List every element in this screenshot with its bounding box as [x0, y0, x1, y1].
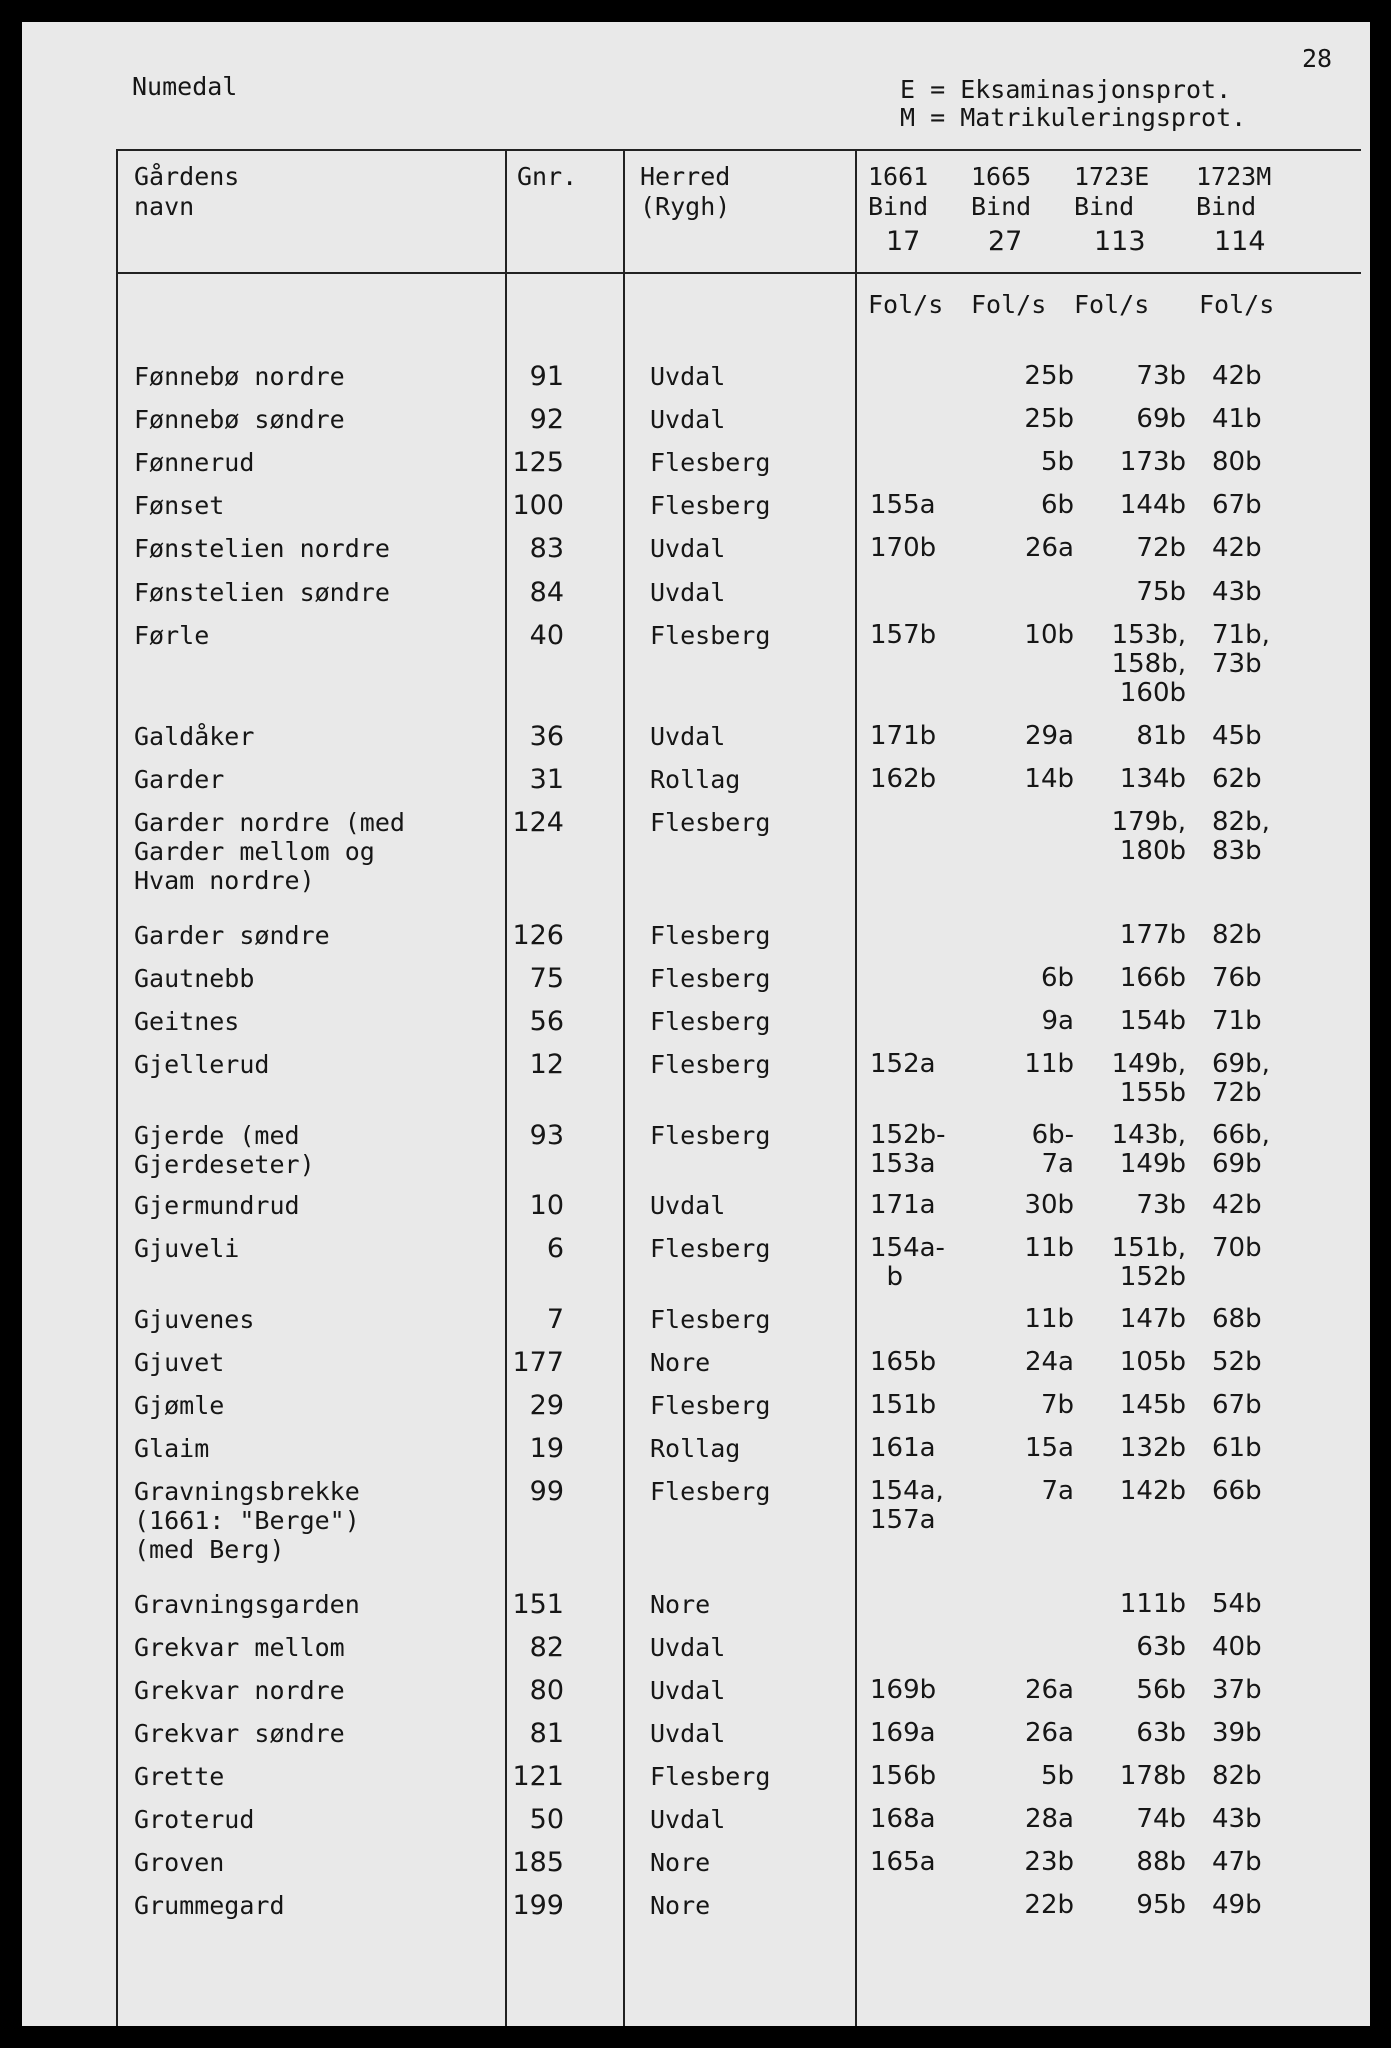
- cell-name: Grette: [134, 1762, 225, 1791]
- header-bottom-rule: [116, 272, 1361, 274]
- cell-b1723e: 105b: [1119, 1347, 1186, 1377]
- cell-name: Fønstelien søndre: [134, 578, 390, 607]
- cell-b1723e: 153b, 158b, 160b: [1111, 620, 1186, 708]
- header-herred-2: (Rygh): [640, 192, 731, 221]
- cell-b1723m: 66b, 69b: [1212, 1120, 1270, 1179]
- cell-herred: Flesberg: [650, 621, 771, 650]
- cell-b1661: 169a: [870, 1718, 936, 1748]
- cell-gnr: 6: [546, 1233, 564, 1264]
- cell-b1723m: 82b: [1212, 1761, 1262, 1791]
- table-top-rule: [116, 149, 1361, 151]
- header-gnr: Gnr.: [517, 162, 578, 191]
- cell-b1723m: 82b: [1212, 920, 1262, 950]
- cell-herred: Flesberg: [650, 1121, 771, 1150]
- cell-gnr: 75: [529, 963, 564, 994]
- document-page: [22, 22, 1370, 2026]
- cell-b1665: 5b: [1040, 1761, 1074, 1791]
- cell-b1723e: 111b: [1119, 1589, 1186, 1619]
- cell-b1661: 171a: [870, 1190, 936, 1220]
- cell-gnr: 99: [529, 1476, 564, 1507]
- cell-b1723e: 178b: [1119, 1761, 1186, 1791]
- cell-name: Gjellerud: [134, 1050, 270, 1079]
- cell-gnr: 177: [512, 1347, 564, 1378]
- cell-herred: Uvdal: [650, 1676, 726, 1705]
- cell-b1665: 15a: [1024, 1433, 1074, 1463]
- cell-b1723m: 80b: [1212, 447, 1262, 477]
- cell-herred: Nore: [650, 1348, 711, 1377]
- cell-b1723e: 173b: [1119, 447, 1186, 477]
- cell-herred: Uvdal: [650, 1191, 726, 1220]
- cell-herred: Flesberg: [650, 1050, 771, 1079]
- cell-b1723e: 81b: [1136, 721, 1186, 751]
- cell-b1723e: 147b: [1119, 1304, 1186, 1334]
- page-number: 28: [1302, 44, 1333, 73]
- cell-b1661: 157b: [870, 620, 937, 650]
- cell-gnr: 29: [529, 1390, 564, 1421]
- cell-gnr: 121: [512, 1761, 564, 1792]
- cell-b1665: 24a: [1024, 1347, 1074, 1377]
- cell-b1723e: 75b: [1136, 577, 1186, 607]
- cell-b1723m: 67b: [1212, 490, 1262, 520]
- cell-herred: Flesberg: [650, 1007, 771, 1036]
- cell-b1665: 26a: [1024, 533, 1074, 563]
- cell-b1661: 154a- b: [870, 1233, 945, 1292]
- fol-1723m: Fol/s: [1199, 290, 1275, 319]
- cell-b1723e: 144b: [1119, 490, 1186, 520]
- header-1661-year: 1661: [868, 162, 929, 191]
- cell-herred: Nore: [650, 1590, 711, 1619]
- cell-b1661: 152a: [870, 1049, 936, 1079]
- cell-gnr: 19: [529, 1433, 564, 1464]
- cell-b1723m: 45b: [1212, 721, 1262, 751]
- cell-b1723e: 56b: [1136, 1675, 1186, 1705]
- fol-1723e: Fol/s: [1074, 290, 1150, 319]
- cell-b1665: 11b: [1024, 1304, 1074, 1334]
- cell-b1723e: 145b: [1119, 1390, 1186, 1420]
- cell-b1723m: 66b: [1212, 1476, 1262, 1506]
- cell-b1661: 165b: [870, 1347, 937, 1377]
- cell-b1723e: 72b: [1136, 533, 1186, 563]
- cell-herred: Flesberg: [650, 1234, 771, 1263]
- cell-herred: Nore: [650, 1848, 711, 1877]
- cell-name: Gjerde (med Gjerdeseter): [134, 1121, 315, 1179]
- cell-gnr: 185: [512, 1847, 564, 1878]
- cell-b1723m: 39b: [1212, 1718, 1262, 1748]
- fol-1665: Fol/s: [971, 290, 1047, 319]
- cell-name: Geitnes: [134, 1007, 240, 1036]
- cell-b1723e: 177b: [1119, 920, 1186, 950]
- cell-name: Galdåker: [134, 722, 255, 751]
- cell-b1723m: 69b, 72b: [1212, 1049, 1270, 1108]
- cell-herred: Nore: [650, 1891, 711, 1920]
- cell-b1723m: 70b: [1212, 1233, 1262, 1263]
- cell-b1665: 26a: [1024, 1675, 1074, 1705]
- cell-gnr: 50: [529, 1804, 564, 1835]
- cell-b1723e: 73b: [1136, 361, 1186, 391]
- legend-e: E = Eksaminasjonsprot.: [900, 75, 1232, 104]
- cell-b1661: 171b: [870, 721, 937, 751]
- cell-herred: Uvdal: [650, 534, 726, 563]
- cell-gnr: 12: [529, 1049, 564, 1080]
- cell-name: Gjuvet: [134, 1348, 225, 1377]
- cell-b1665: 22b: [1024, 1890, 1074, 1920]
- bind-left-rule: [855, 149, 857, 2026]
- cell-b1665: 26a: [1024, 1718, 1074, 1748]
- cell-gnr: 82: [529, 1632, 564, 1663]
- header-1723e-volume: 113: [1094, 226, 1146, 257]
- cell-b1723e: 132b: [1119, 1433, 1186, 1463]
- cell-b1723m: 71b: [1212, 1006, 1262, 1036]
- cell-b1665: 23b: [1024, 1847, 1074, 1877]
- cell-name: Fønnebø søndre: [134, 405, 345, 434]
- cell-b1665: 7b: [1040, 1390, 1074, 1420]
- cell-gnr: 84: [529, 577, 564, 608]
- cell-b1723e: 88b: [1136, 1847, 1186, 1877]
- cell-name: Grekvar søndre: [134, 1719, 345, 1748]
- cell-b1723m: 61b: [1212, 1433, 1262, 1463]
- cell-b1661: 170b: [870, 533, 937, 563]
- cell-b1665: 28a: [1024, 1804, 1074, 1834]
- cell-name: Grummegard: [134, 1891, 285, 1920]
- cell-herred: Flesberg: [650, 491, 771, 520]
- cell-b1723m: 76b: [1212, 963, 1262, 993]
- cell-b1723m: 42b: [1212, 1190, 1262, 1220]
- cell-herred: Uvdal: [650, 362, 726, 391]
- cell-name: Groterud: [134, 1805, 255, 1834]
- cell-b1661: 156b: [870, 1761, 937, 1791]
- cell-b1723m: 42b: [1212, 533, 1262, 563]
- cell-name: Garder nordre (med Garder mellom og Hvam nordre): [134, 808, 405, 895]
- cell-b1723e: 143b, 149b: [1111, 1120, 1186, 1179]
- header-gardens-1: Gårdens: [134, 162, 240, 191]
- header-1665-bind: Bind: [971, 192, 1032, 221]
- cell-b1665: 25b: [1024, 361, 1074, 391]
- cell-herred: Flesberg: [650, 808, 771, 837]
- cell-name: Gjuvenes: [134, 1305, 255, 1334]
- cell-name: Garder: [134, 765, 225, 794]
- cell-b1723m: 42b: [1212, 361, 1262, 391]
- cell-gnr: 10: [529, 1190, 564, 1221]
- header-1723m-volume: 114: [1214, 226, 1266, 257]
- cell-name: Gravningsgarden: [134, 1590, 360, 1619]
- cell-b1661: 152b- 153a: [870, 1120, 946, 1179]
- cell-b1661: 165a: [870, 1847, 936, 1877]
- header-1665-volume: 27: [988, 226, 1023, 257]
- cell-herred: Uvdal: [650, 1805, 726, 1834]
- cell-name: Fønnebø nordre: [134, 362, 345, 391]
- cell-b1665: 14b: [1024, 764, 1074, 794]
- header-1661-bind: Bind: [868, 192, 929, 221]
- cell-b1723e: 149b, 155b: [1111, 1049, 1186, 1108]
- header-1723m-bind: Bind: [1196, 192, 1257, 221]
- cell-b1723m: 54b: [1212, 1589, 1262, 1619]
- cell-gnr: 40: [529, 620, 564, 651]
- cell-b1723m: 37b: [1212, 1675, 1262, 1705]
- cell-b1723e: 74b: [1136, 1804, 1186, 1834]
- cell-gnr: 93: [529, 1120, 564, 1151]
- herred-left-rule: [623, 149, 625, 2026]
- cell-b1723e: 151b, 152b: [1111, 1233, 1186, 1292]
- cell-name: Fønstelien nordre: [134, 534, 390, 563]
- cell-b1661: 168a: [870, 1804, 936, 1834]
- header-1723m-year: 1723M: [1196, 162, 1272, 191]
- cell-herred: Uvdal: [650, 1633, 726, 1662]
- table-left-rule: [116, 149, 118, 2026]
- cell-b1723m: 47b: [1212, 1847, 1262, 1877]
- cell-b1665: 6b: [1040, 963, 1074, 993]
- cell-b1723e: 95b: [1136, 1890, 1186, 1920]
- cell-b1723m: 62b: [1212, 764, 1262, 794]
- cell-name: Garder søndre: [134, 921, 330, 950]
- cell-name: Gjuveli: [134, 1234, 240, 1263]
- cell-b1723m: 71b, 73b: [1212, 620, 1270, 679]
- cell-name: Glaim: [134, 1434, 210, 1463]
- cell-herred: Rollag: [650, 1434, 741, 1463]
- cell-gnr: 199: [512, 1890, 564, 1921]
- cell-name: Fønset: [134, 491, 225, 520]
- cell-gnr: 151: [512, 1589, 564, 1620]
- cell-gnr: 126: [512, 920, 564, 951]
- cell-b1665: 6b- 7a: [1031, 1120, 1074, 1179]
- cell-b1665: 25b: [1024, 404, 1074, 434]
- header-gardens-2: navn: [134, 192, 195, 221]
- cell-herred: Flesberg: [650, 448, 771, 477]
- cell-b1665: 9a: [1041, 1006, 1074, 1036]
- cell-name: Grekvar mellom: [134, 1633, 345, 1662]
- cell-b1723m: 43b: [1212, 577, 1262, 607]
- cell-herred: Uvdal: [650, 405, 726, 434]
- cell-name: Førle: [134, 621, 210, 650]
- fol-1661: Fol/s: [868, 290, 944, 319]
- cell-name: Gjømle: [134, 1391, 225, 1420]
- cell-b1723m: 49b: [1212, 1890, 1262, 1920]
- cell-b1661: 154a, 157a: [870, 1476, 944, 1535]
- cell-b1723e: 63b: [1136, 1632, 1186, 1662]
- header-1661-volume: 17: [886, 226, 921, 257]
- cell-b1661: 169b: [870, 1675, 937, 1705]
- cell-name: Fønnerud: [134, 448, 255, 477]
- cell-gnr: 81: [529, 1718, 564, 1749]
- cell-gnr: 36: [529, 721, 564, 752]
- cell-name: Groven: [134, 1848, 225, 1877]
- cell-gnr: 100: [512, 490, 564, 521]
- cell-b1723m: 43b: [1212, 1804, 1262, 1834]
- header-1723e-bind: Bind: [1074, 192, 1135, 221]
- cell-b1661: 151b: [870, 1390, 937, 1420]
- cell-gnr: 92: [529, 404, 564, 435]
- cell-gnr: 125: [512, 447, 564, 478]
- district-title: Numedal: [132, 72, 238, 101]
- legend-m: M = Matrikuleringsprot.: [900, 103, 1247, 132]
- cell-herred: Uvdal: [650, 722, 726, 751]
- cell-b1723e: 63b: [1136, 1718, 1186, 1748]
- cell-b1723e: 154b: [1119, 1006, 1186, 1036]
- cell-herred: Flesberg: [650, 1477, 771, 1506]
- cell-name: Grekvar nordre: [134, 1676, 345, 1705]
- cell-b1665: 7a: [1041, 1476, 1074, 1506]
- cell-b1723m: 52b: [1212, 1347, 1262, 1377]
- cell-herred: Uvdal: [650, 1719, 726, 1748]
- header-1723e-year: 1723E: [1074, 162, 1150, 191]
- cell-b1665: 10b: [1024, 620, 1074, 650]
- cell-b1665: 11b: [1024, 1049, 1074, 1079]
- cell-b1661: 155a: [870, 490, 936, 520]
- cell-b1723e: 166b: [1119, 963, 1186, 993]
- cell-b1723e: 142b: [1119, 1476, 1186, 1506]
- cell-name: Gjermundrud: [134, 1191, 300, 1220]
- cell-b1723m: 40b: [1212, 1632, 1262, 1662]
- cell-herred: Flesberg: [650, 1762, 771, 1791]
- cell-herred: Flesberg: [650, 964, 771, 993]
- cell-b1723m: 41b: [1212, 404, 1262, 434]
- cell-name: Gautnebb: [134, 964, 255, 993]
- cell-b1723e: 73b: [1136, 1190, 1186, 1220]
- cell-b1723m: 67b: [1212, 1390, 1262, 1420]
- cell-gnr: 83: [529, 533, 564, 564]
- cell-b1665: 30b: [1024, 1190, 1074, 1220]
- cell-b1661: 162b: [870, 764, 937, 794]
- cell-b1723e: 134b: [1119, 764, 1186, 794]
- cell-b1723e: 69b: [1136, 404, 1186, 434]
- cell-b1723e: 179b, 180b: [1111, 807, 1186, 866]
- cell-herred: Flesberg: [650, 921, 771, 950]
- cell-gnr: 80: [529, 1675, 564, 1706]
- cell-herred: Flesberg: [650, 1305, 771, 1334]
- cell-gnr: 56: [529, 1006, 564, 1037]
- header-1665-year: 1665: [971, 162, 1032, 191]
- cell-gnr: 124: [512, 807, 564, 838]
- cell-b1665: 29a: [1024, 721, 1074, 751]
- cell-b1665: 5b: [1040, 447, 1074, 477]
- cell-herred: Flesberg: [650, 1391, 771, 1420]
- header-herred-1: Herred: [640, 162, 731, 191]
- cell-b1665: 11b: [1024, 1233, 1074, 1263]
- cell-gnr: 31: [529, 764, 564, 795]
- cell-name: Gravningsbrekke (1661: "Berge") (med Berg): [134, 1477, 360, 1564]
- cell-b1723m: 82b, 83b: [1212, 807, 1270, 866]
- cell-b1723m: 68b: [1212, 1304, 1262, 1334]
- cell-gnr: 7: [546, 1304, 564, 1335]
- cell-b1665: 6b: [1040, 490, 1074, 520]
- cell-herred: Uvdal: [650, 578, 726, 607]
- cell-gnr: 91: [529, 361, 564, 392]
- cell-b1661: 161a: [870, 1433, 936, 1463]
- cell-herred: Rollag: [650, 765, 741, 794]
